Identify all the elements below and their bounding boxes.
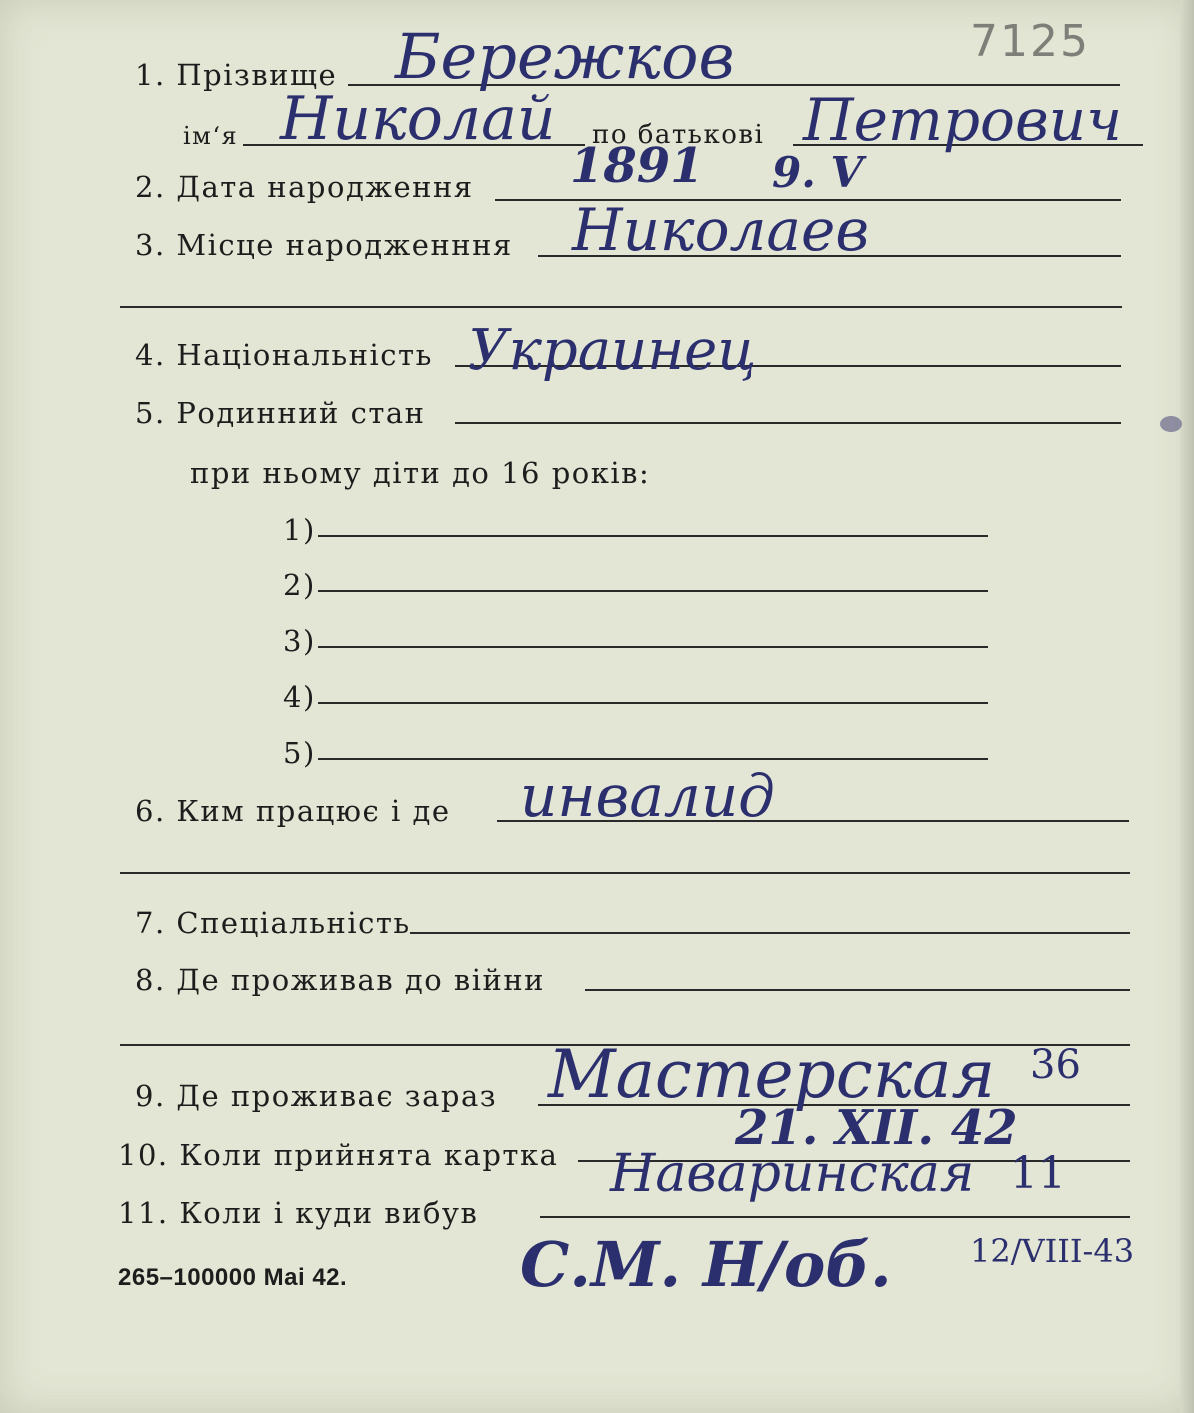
departure-street-value: Наваринская bbox=[610, 1144, 975, 1204]
specialty-line bbox=[410, 932, 1130, 934]
child-2-line bbox=[318, 590, 988, 592]
card-accepted-label: 10. Коли прийнята картка bbox=[118, 1138, 559, 1172]
child-3-label: 3) bbox=[283, 624, 316, 658]
ink-blot bbox=[1160, 416, 1182, 432]
child-4-label: 4) bbox=[283, 680, 316, 714]
child-4-line bbox=[318, 702, 988, 704]
patronymic-value: Петрович bbox=[803, 86, 1123, 154]
birthplace-label: 3. Місце народженння bbox=[135, 228, 513, 262]
patronymic-label: по батькові bbox=[592, 120, 765, 150]
current-residence-number: 36 bbox=[1030, 1042, 1081, 1088]
work-extra-line bbox=[120, 872, 1130, 874]
departure-note-value: С.М. Н/об. bbox=[520, 1228, 892, 1301]
nationality-value: Украинец bbox=[468, 318, 757, 383]
birthplace-extra-line bbox=[120, 306, 1122, 308]
card-accepted-value: 21. XII. 42 bbox=[735, 1100, 1018, 1156]
current-residence-value: Мастерская bbox=[548, 1036, 996, 1113]
birthdate-label: 2. Дата народження bbox=[135, 170, 474, 204]
departure-date-value: 12/VIII-43 bbox=[970, 1232, 1135, 1270]
surname-value: Бережков bbox=[395, 20, 735, 93]
child-1-line bbox=[318, 535, 988, 537]
specialty-label: 7. Спеціальність bbox=[135, 906, 411, 940]
child-5-line bbox=[318, 758, 988, 760]
marital-status-label: 5. Родинний стан bbox=[135, 396, 426, 430]
record-number: 7125 bbox=[970, 16, 1090, 67]
departure-line bbox=[540, 1216, 1130, 1218]
current-residence-label: 9. Де проживає зараз bbox=[135, 1079, 498, 1113]
nationality-label: 4. Національність bbox=[135, 338, 433, 372]
name-label: ім‘я bbox=[183, 122, 239, 150]
birth-year-value: 1891 bbox=[570, 138, 704, 194]
work-label: 6. Ким працює і де bbox=[135, 794, 451, 828]
child-5-label: 5) bbox=[283, 736, 316, 770]
marital-status-line bbox=[455, 422, 1121, 424]
card-edge bbox=[1180, 0, 1194, 1413]
prewar-residence-line bbox=[585, 989, 1130, 991]
child-2-label: 2) bbox=[283, 568, 316, 602]
print-code: 265–100000 Mai 42. bbox=[118, 1264, 348, 1291]
birthplace-value: Николаев bbox=[572, 196, 870, 264]
work-value: инвалид bbox=[520, 762, 775, 830]
birth-day-value: 9. V bbox=[772, 148, 864, 197]
child-1-label: 1) bbox=[283, 513, 316, 547]
departure-street-number: 11 bbox=[1010, 1148, 1066, 1199]
name-value: Николай bbox=[280, 84, 556, 154]
departure-label: 11. Коли і куди вибув bbox=[118, 1196, 479, 1230]
prewar-residence-label: 8. Де проживав до війни bbox=[135, 963, 545, 997]
child-3-line bbox=[318, 646, 988, 648]
children-label: при ньому діти до 16 років: bbox=[190, 456, 651, 490]
surname-label: 1. Прізвище bbox=[135, 58, 338, 92]
